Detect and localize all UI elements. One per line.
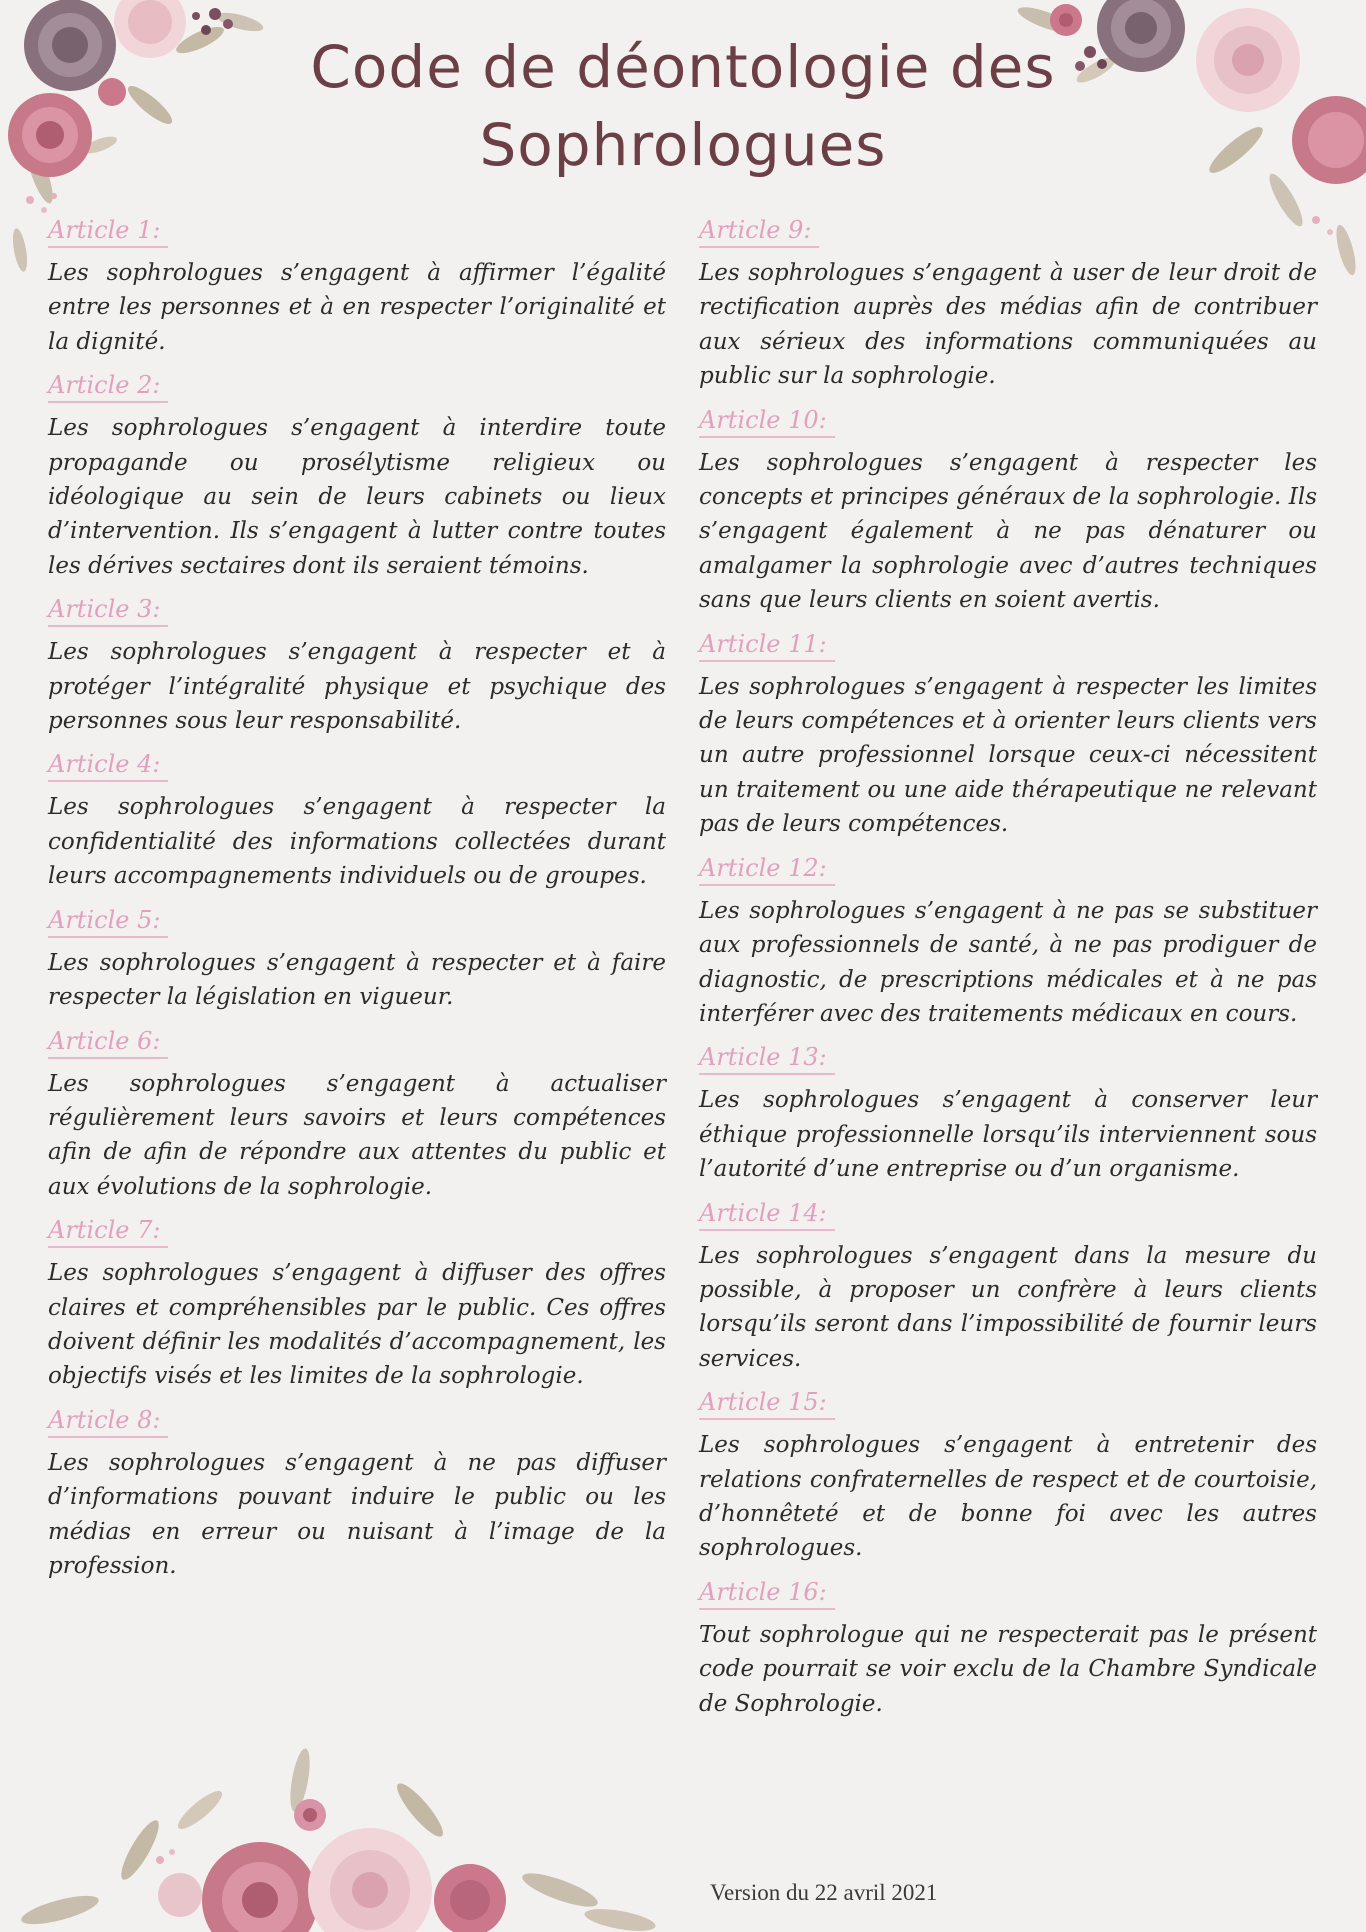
article-text: Les sophrologues s’engagent à respecter les concepts et principes généraux de la sophrologie. Ils s’engagent également à ne pas dénaturer ou amalgamer la sophrologie avec d’autres techniques sans que leurs clients en soient avertis. xyxy=(699,449,1317,614)
article-text: Les sophrologues s’engagent à respecter et à protéger l’intégralité physique et psychique des personnes sous leur responsabilité. xyxy=(48,639,666,735)
article-15 xyxy=(699,1386,1317,1566)
article-heading: Article 14: xyxy=(699,1197,835,1231)
floral-bottom-left-decoration xyxy=(0,1740,690,1932)
article-text: Les sophrologues s’engagent à ne pas diffuser d’informations pouvant induire le public ou les médias en erreur ou nuisant à l’image de la profession. xyxy=(48,1449,666,1579)
article-5 xyxy=(48,904,666,1015)
article-9 xyxy=(699,214,1317,394)
article-10 xyxy=(699,404,1317,618)
article-heading: Article 3: xyxy=(48,593,168,627)
article-heading: Article 12: xyxy=(699,852,835,886)
article-14 xyxy=(699,1197,1317,1377)
article-text: Tout sophrologue qui ne respecterait pas le présent code pourrait se voir exclu de la Chambre Syndicale de Sophrologie. xyxy=(699,1621,1317,1717)
article-16 xyxy=(699,1576,1317,1721)
article-6 xyxy=(48,1025,666,1205)
right-column xyxy=(699,214,1317,1731)
article-7 xyxy=(48,1214,666,1394)
article-text: Les sophrologues s’engagent à respecter les limites de leurs compétences et à orienter leurs clients vers un autre professionnel lorsque ceux-ci nécessitent un traitement ou une aide thérapeutique ne relevant pas de leurs compétences. xyxy=(699,673,1317,838)
version-date: Version du 22 avril 2021 xyxy=(710,1880,938,1905)
page-title-line-1: Code de déontologie des xyxy=(310,33,1056,101)
article-heading: Article 8: xyxy=(48,1404,168,1438)
article-heading: Article 5: xyxy=(48,904,168,938)
article-2 xyxy=(48,369,666,583)
article-11 xyxy=(699,628,1317,842)
article-heading: Article 11: xyxy=(699,628,835,662)
article-text: Les sophrologues s’engagent à ne pas se substituer aux professionnels de santé, à ne pas prodiguer de diagnostic, de prescriptions médicales et à ne pas interférer avec des traitements médicaux en cours. xyxy=(699,897,1317,1027)
article-heading: Article 6: xyxy=(48,1025,168,1059)
article-heading: Article 16: xyxy=(699,1576,835,1610)
article-1 xyxy=(48,214,666,359)
article-8 xyxy=(48,1404,666,1584)
article-heading: Article 15: xyxy=(699,1386,835,1420)
article-heading: Article 13: xyxy=(699,1041,835,1075)
left-column xyxy=(48,214,666,1593)
article-3 xyxy=(48,593,666,738)
article-text: Les sophrologues s’engagent à user de leur droit de rectification auprès des médias afin de contribuer aux sérieux des informations communiquées au public sur la sophrologie. xyxy=(699,260,1317,390)
article-text: Les sophrologues s’engagent à respecter la confidentialité des informations collectées durant leurs accompagnements individuels ou de groupes. xyxy=(48,794,666,890)
article-13 xyxy=(699,1041,1317,1186)
article-text: Les sophrologues s’engagent à entretenir des relations confraternelles de respect et de courtoisie, d’honnêteté et de bonne foi avec les autres sophrologues. xyxy=(699,1432,1317,1562)
page-title xyxy=(0,28,1366,184)
article-12 xyxy=(699,852,1317,1032)
article-heading: Article 10: xyxy=(699,404,835,438)
page-title-line-2: Sophrologues xyxy=(479,111,887,179)
article-text: Les sophrologues s’engagent à conserver leur éthique professionnelle lorsqu’ils interviennent sous l’autorité d’une entreprise ou d’un organisme. xyxy=(699,1087,1317,1183)
article-heading: Article 1: xyxy=(48,214,168,248)
article-text: Les sophrologues s’engagent à interdire toute propagande ou prosélytisme religieux ou idéologique au sein de leurs cabinets ou lieux d’intervention. Ils s’engagent à lutter contre toutes les dérives sectaires dont ils seraient témoins. xyxy=(48,415,666,579)
article-heading: Article 9: xyxy=(699,214,819,248)
article-text: Les sophrologues s’engagent dans la mesure du possible, à proposer un confrère à leurs clients lorsqu’ils seront dans l’impossibilité de fournir leurs services. xyxy=(699,1242,1317,1372)
article-4 xyxy=(48,748,666,893)
article-heading: Article 2: xyxy=(48,369,168,403)
article-heading: Article 4: xyxy=(48,748,168,782)
article-heading: Article 7: xyxy=(48,1214,168,1248)
article-text: Les sophrologues s’engagent à affirmer l’égalité entre les personnes et à en respecter l’originalité et la dignité. xyxy=(48,260,666,355)
article-text: Les sophrologues s’engagent à actualiser régulièrement leurs savoirs et leurs compétences afin de afin de répondre aux attentes du public et aux évolutions de la sophrologie. xyxy=(48,1070,666,1200)
article-text: Les sophrologues s’engagent à diffuser des offres claires et compréhensibles par le public. Ces offres doivent définir les modalités d’accompagnement, les objectifs visés et les limites de la sophrologie. xyxy=(48,1260,666,1390)
article-text: Les sophrologues s’engagent à respecter et à faire respecter la législation en vigueur. xyxy=(48,949,666,1011)
